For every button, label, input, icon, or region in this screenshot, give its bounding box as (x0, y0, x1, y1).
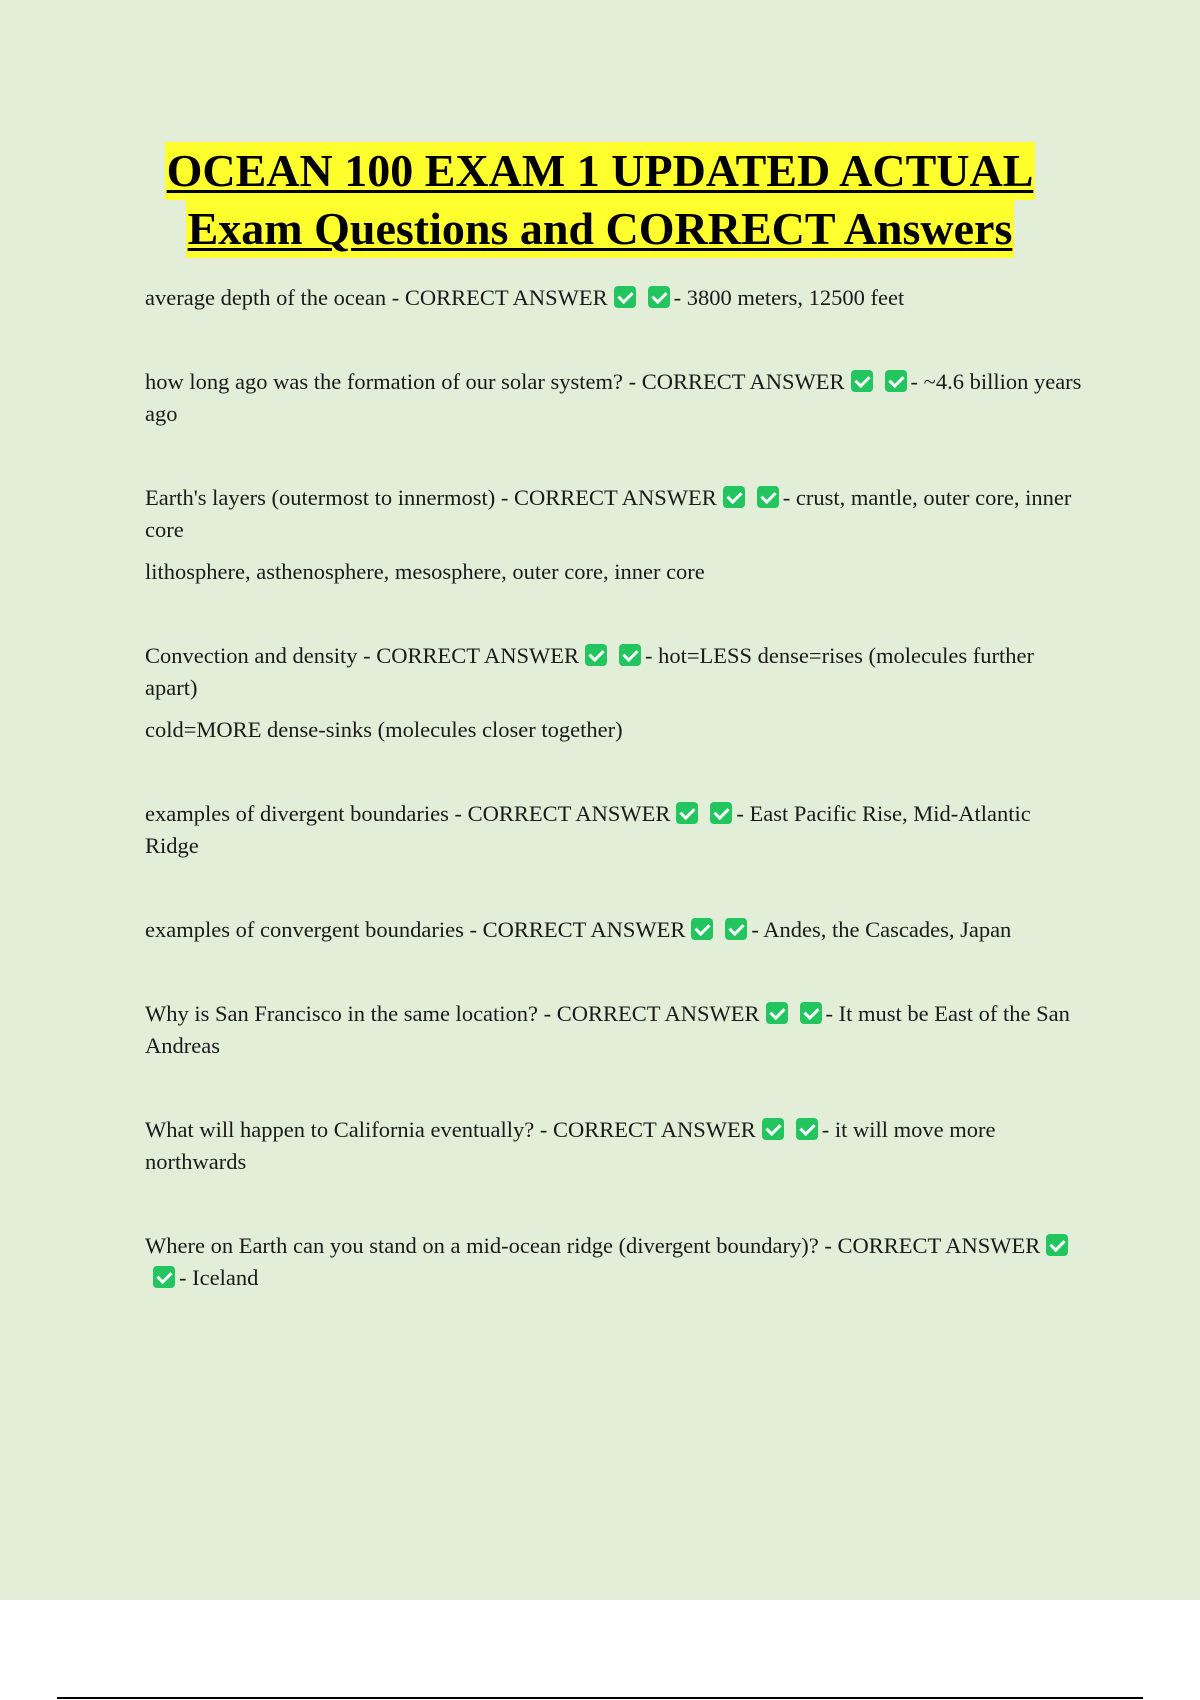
answer-text: It must be East of the San Andreas (145, 1001, 1070, 1058)
question-text: average depth of the ocean (145, 285, 387, 310)
qa-line: Where on Earth can you stand on a mid-ocean ridge (divergent boundary)? - CORRECT ANSWER- Iceland (145, 1230, 1085, 1294)
answer-continuation: cold=MORE dense-sinks (molecules closer together) (145, 717, 623, 742)
qa-entry (145, 1230, 1085, 1294)
title-line-2: Exam Questions and CORRECT Answers (186, 200, 1015, 258)
answer-text: East Pacific Rise, Mid-Atlantic Ridge (145, 801, 1031, 858)
correct-answer-label: CORRECT ANSWER (641, 369, 845, 394)
qa-entry (145, 798, 1085, 862)
correct-answer-label: CORRECT ANSWER (556, 1001, 760, 1026)
qa-line: What will happen to California eventually? - CORRECT ANSWER - it will move more northwards (145, 1117, 996, 1174)
qa-entry (145, 282, 1085, 314)
title-line-1: OCEAN 100 EXAM 1 UPDATED ACTUAL (165, 142, 1036, 200)
qa-entry (145, 640, 1085, 746)
footer-divider (57, 1697, 1143, 1699)
question-text: how long ago was the formation of our solar system? (145, 369, 624, 394)
check-box-icon (691, 918, 713, 940)
qa-line: average depth of the ocean - CORRECT ANSWER - 3800 meters, 12500 feet (145, 285, 905, 310)
correct-answer-label: CORRECT ANSWER (467, 801, 671, 826)
correct-answer-label: CORRECT ANSWER (837, 1233, 1041, 1258)
qa-line: examples of convergent boundaries - CORRECT ANSWER - Andes, the Cascades, Japan (145, 917, 1012, 942)
qa-entry (145, 914, 1085, 946)
qa-entry (145, 998, 1085, 1062)
qa-line: examples of divergent boundaries - CORRECT ANSWER - East Pacific Rise, Mid-Atlantic Ridge (145, 801, 1031, 858)
check-box-icon (851, 370, 873, 392)
qa-line: Convection and density - CORRECT ANSWER - hot=LESS dense=rises (molecules further apart) (145, 643, 1035, 700)
question-text: Earth's layers (outermost to innermost) (145, 485, 496, 510)
qa-line: Earth's layers (outermost to innermost) - CORRECT ANSWER - crust, mantle, outer core, inner core (145, 485, 1072, 542)
correct-answer-label: CORRECT ANSWER (404, 285, 608, 310)
qa-entry (145, 482, 1085, 588)
question-text: examples of convergent boundaries (145, 917, 464, 942)
question-text: What will happen to California eventually? (145, 1117, 535, 1142)
qa-entry (145, 1114, 1085, 1178)
check-box-icon (614, 286, 636, 308)
check-box-icon (766, 1002, 788, 1024)
answer-text: crust, mantle, outer core, inner core (145, 485, 1072, 542)
question-text: Why is San Francisco in the same location? (145, 1001, 539, 1026)
answer-text: it will move more northwards (145, 1117, 996, 1174)
answer-text: hot=LESS dense=rises (molecules further apart) (145, 643, 1035, 700)
correct-answer-label: CORRECT ANSWER (482, 917, 686, 942)
check-box-icon (648, 286, 670, 308)
answer-text: ~4.6 billion years ago (145, 369, 1082, 426)
answer-text: 3800 meters, 12500 feet (686, 285, 905, 310)
answer-text: Iceland (192, 1265, 259, 1290)
question-text: Where on Earth can you stand on a mid-ocean ridge (divergent boundary)? (145, 1233, 819, 1258)
qa-line: how long ago was the formation of our solar system? - CORRECT ANSWER - ~4.6 billion years ago (145, 369, 1082, 426)
correct-answer-label: CORRECT ANSWER (513, 485, 717, 510)
check-box-icon (153, 1266, 175, 1288)
answer-continuation: lithosphere, asthenosphere, mesosphere, outer core, inner core (145, 559, 705, 584)
check-box-icon (585, 644, 607, 666)
check-box-icon (1046, 1234, 1068, 1256)
check-box-icon (619, 644, 641, 666)
question-text: examples of divergent boundaries (145, 801, 449, 826)
check-box-icon (762, 1118, 784, 1140)
check-box-icon (710, 802, 732, 824)
question-text: Convection and density (145, 643, 358, 668)
check-box-icon (757, 486, 779, 508)
check-box-icon (885, 370, 907, 392)
answer-text: Andes, the Cascades, Japan (763, 917, 1012, 942)
correct-answer-label: CORRECT ANSWER (553, 1117, 756, 1142)
check-box-icon (725, 918, 747, 940)
check-box-icon (796, 1118, 818, 1140)
check-box-icon (723, 486, 745, 508)
document-title (0, 142, 1200, 258)
qa-entry (145, 366, 1085, 430)
qa-list (145, 282, 1085, 1346)
qa-line: Why is San Francisco in the same location? - CORRECT ANSWER - It must be East of the San Andreas (145, 1001, 1070, 1058)
correct-answer-label: CORRECT ANSWER (376, 643, 579, 668)
check-box-icon (800, 1002, 822, 1024)
check-box-icon (676, 802, 698, 824)
